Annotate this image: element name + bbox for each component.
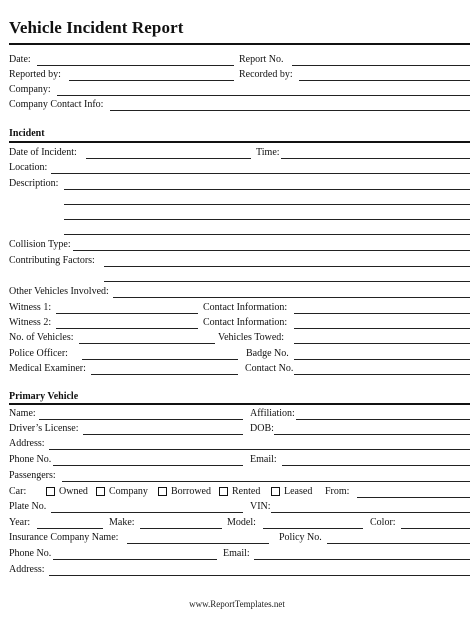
other-vehicles-field[interactable] xyxy=(113,297,470,298)
row-reported-recorded xyxy=(9,69,470,83)
witness2-field[interactable] xyxy=(56,328,198,329)
from-field[interactable] xyxy=(357,497,470,498)
borrowed-option-label: Borrowed xyxy=(171,486,211,497)
recorded-by-label: Recorded by: xyxy=(239,69,293,80)
row-company xyxy=(9,84,470,98)
affiliation-label: Affiliation: xyxy=(250,408,295,419)
row-witness1 xyxy=(9,302,470,316)
row-witness2 xyxy=(9,317,470,331)
report-no-field[interactable] xyxy=(292,65,470,66)
policy-no-field[interactable] xyxy=(327,543,470,544)
no-vehicles-label: No. of Vehicles: xyxy=(9,332,74,343)
row-passengers xyxy=(9,470,470,484)
phone-no-2-label: Phone No. xyxy=(9,548,52,559)
company-label: Company: xyxy=(9,84,51,95)
address-field[interactable] xyxy=(49,449,470,450)
row-phone-email xyxy=(9,454,470,468)
company-contact-label: Company Contact Info: xyxy=(9,99,104,110)
contributing-factors-field-line-1[interactable] xyxy=(104,266,470,267)
row-company-contact xyxy=(9,99,470,113)
contributing-factors-label: Contributing Factors: xyxy=(9,255,95,266)
insurance-company-label: Insurance Company Name: xyxy=(9,532,119,543)
email-2-label: Email: xyxy=(223,548,250,559)
description-field-line-2[interactable] xyxy=(64,204,470,205)
date-field[interactable] xyxy=(37,65,234,66)
plate-no-field[interactable] xyxy=(51,512,243,513)
row-date-time xyxy=(9,147,470,161)
leased-option-label: Leased xyxy=(284,486,313,497)
row-location xyxy=(9,162,470,176)
badge-no-field[interactable] xyxy=(294,359,470,360)
dob-label: DOB: xyxy=(250,423,274,434)
witness1-contact-label: Contact Information: xyxy=(203,302,288,313)
no-vehicles-field[interactable] xyxy=(79,343,215,344)
row-address xyxy=(9,438,470,452)
vehicles-towed-field[interactable] xyxy=(294,343,470,344)
phone-no-field[interactable] xyxy=(53,465,243,466)
phone-no-2-field[interactable] xyxy=(53,559,217,560)
company-checkbox[interactable] xyxy=(96,487,105,496)
phone-no-label: Phone No. xyxy=(9,454,52,465)
color-field[interactable] xyxy=(401,528,470,529)
title-divider xyxy=(9,43,470,45)
row-medical xyxy=(9,363,470,377)
company-contact-field[interactable] xyxy=(110,110,470,111)
reported-by-label: Reported by: xyxy=(9,69,61,80)
insurance-company-field[interactable] xyxy=(127,543,269,544)
dob-field[interactable] xyxy=(274,434,470,435)
row-car xyxy=(9,486,470,500)
row-vehicles-count xyxy=(9,332,470,346)
incident-heading: Incident xyxy=(9,128,45,139)
model-field[interactable] xyxy=(263,528,363,529)
address-label: Address: xyxy=(9,438,45,449)
row-contributing-factors xyxy=(9,255,470,269)
row-license xyxy=(9,423,470,437)
address-2-label: Address: xyxy=(9,564,45,575)
company-option-label: Company xyxy=(109,486,148,497)
collision-type-field[interactable] xyxy=(73,250,470,251)
model-label: Model: xyxy=(227,517,256,528)
row-year-make xyxy=(9,517,470,531)
drivers-license-field[interactable] xyxy=(83,434,243,435)
vin-field[interactable] xyxy=(271,512,470,513)
badge-no-label: Badge No. xyxy=(246,348,289,359)
row-description-2 xyxy=(9,193,470,207)
row-other-vehicles xyxy=(9,286,470,300)
reported-by-field[interactable] xyxy=(69,80,234,81)
rented-option-label: Rented xyxy=(232,486,261,497)
from-label: From: xyxy=(325,486,350,497)
name-field[interactable] xyxy=(39,419,243,420)
name-label: Name: xyxy=(9,408,36,419)
row-plate-vin xyxy=(9,501,470,515)
drivers-license-label: Driver’s License: xyxy=(9,423,79,434)
car-label: Car: xyxy=(9,486,27,497)
row-contributing-factors-2 xyxy=(9,270,470,284)
footer-url[interactable]: www.ReportTemplates.net xyxy=(189,599,285,609)
contact-no-field[interactable] xyxy=(294,374,470,375)
address-2-field[interactable] xyxy=(49,575,470,576)
year-field[interactable] xyxy=(37,528,103,529)
passengers-field[interactable] xyxy=(62,481,470,482)
page-title: Vehicle Incident Report xyxy=(9,18,184,37)
affiliation-field[interactable] xyxy=(296,419,470,420)
row-name xyxy=(9,408,470,422)
email-label: Email: xyxy=(250,454,277,465)
primary-vehicle-heading: Primary Vehicle xyxy=(9,391,79,402)
collision-type-label: Collision Type: xyxy=(9,239,71,250)
email-2-field[interactable] xyxy=(254,559,470,560)
row-address-2 xyxy=(9,564,470,578)
company-field[interactable] xyxy=(57,95,470,96)
owned-checkbox[interactable] xyxy=(46,487,55,496)
primary-vehicle-divider xyxy=(9,403,470,405)
other-vehicles-label: Other Vehicles Involved: xyxy=(9,286,109,297)
borrowed-checkbox[interactable] xyxy=(158,487,167,496)
location-label: Location: xyxy=(9,162,48,173)
row-insurance xyxy=(9,532,470,546)
row-description xyxy=(9,178,470,192)
description-field-line-4[interactable] xyxy=(64,234,470,235)
witness1-field[interactable] xyxy=(56,313,198,314)
description-label: Description: xyxy=(9,178,59,189)
color-label: Color: xyxy=(370,517,396,528)
recorded-by-field[interactable] xyxy=(299,80,470,81)
report-no-label: Report No. xyxy=(239,54,284,65)
row-police xyxy=(9,348,470,362)
witness2-label: Witness 2: xyxy=(9,317,52,328)
witness2-contact-label: Contact Information: xyxy=(203,317,288,328)
witness1-label: Witness 1: xyxy=(9,302,52,313)
contributing-factors-field-line-2[interactable] xyxy=(104,281,470,282)
row-description-4 xyxy=(9,223,470,237)
email-field[interactable] xyxy=(282,465,470,466)
police-officer-label: Police Officer: xyxy=(9,348,68,359)
witness1-contact-field[interactable] xyxy=(294,313,470,314)
row-phone-email-2 xyxy=(9,548,470,562)
date-of-incident-label: Date of Incident: xyxy=(9,147,77,158)
plate-no-label: Plate No. xyxy=(9,501,47,512)
row-description-3 xyxy=(9,208,470,222)
time-field[interactable] xyxy=(281,158,470,159)
vehicles-towed-label: Vehicles Towed: xyxy=(218,332,285,343)
year-label: Year: xyxy=(9,517,31,528)
make-field[interactable] xyxy=(140,528,222,529)
row-collision-type xyxy=(9,239,470,253)
police-officer-field[interactable] xyxy=(82,359,238,360)
medical-examiner-field[interactable] xyxy=(91,374,238,375)
passengers-label: Passengers: xyxy=(9,470,56,481)
leased-checkbox[interactable] xyxy=(271,487,280,496)
contact-no-label: Contact No. xyxy=(245,363,294,374)
date-of-incident-field[interactable] xyxy=(86,158,251,159)
make-label: Make: xyxy=(109,517,135,528)
time-label: Time: xyxy=(256,147,280,158)
vin-label: VIN: xyxy=(250,501,271,512)
location-field[interactable] xyxy=(51,173,470,174)
medical-examiner-label: Medical Examiner: xyxy=(9,363,86,374)
witness2-contact-field[interactable] xyxy=(294,328,470,329)
description-field-line-3[interactable] xyxy=(64,219,470,220)
description-field-line-1[interactable] xyxy=(64,189,470,190)
row-date-report xyxy=(9,54,470,68)
owned-option-label: Owned xyxy=(59,486,88,497)
date-label: Date: xyxy=(9,54,31,65)
policy-no-label: Policy No. xyxy=(279,532,322,543)
incident-divider xyxy=(9,141,470,143)
rented-checkbox[interactable] xyxy=(219,487,228,496)
